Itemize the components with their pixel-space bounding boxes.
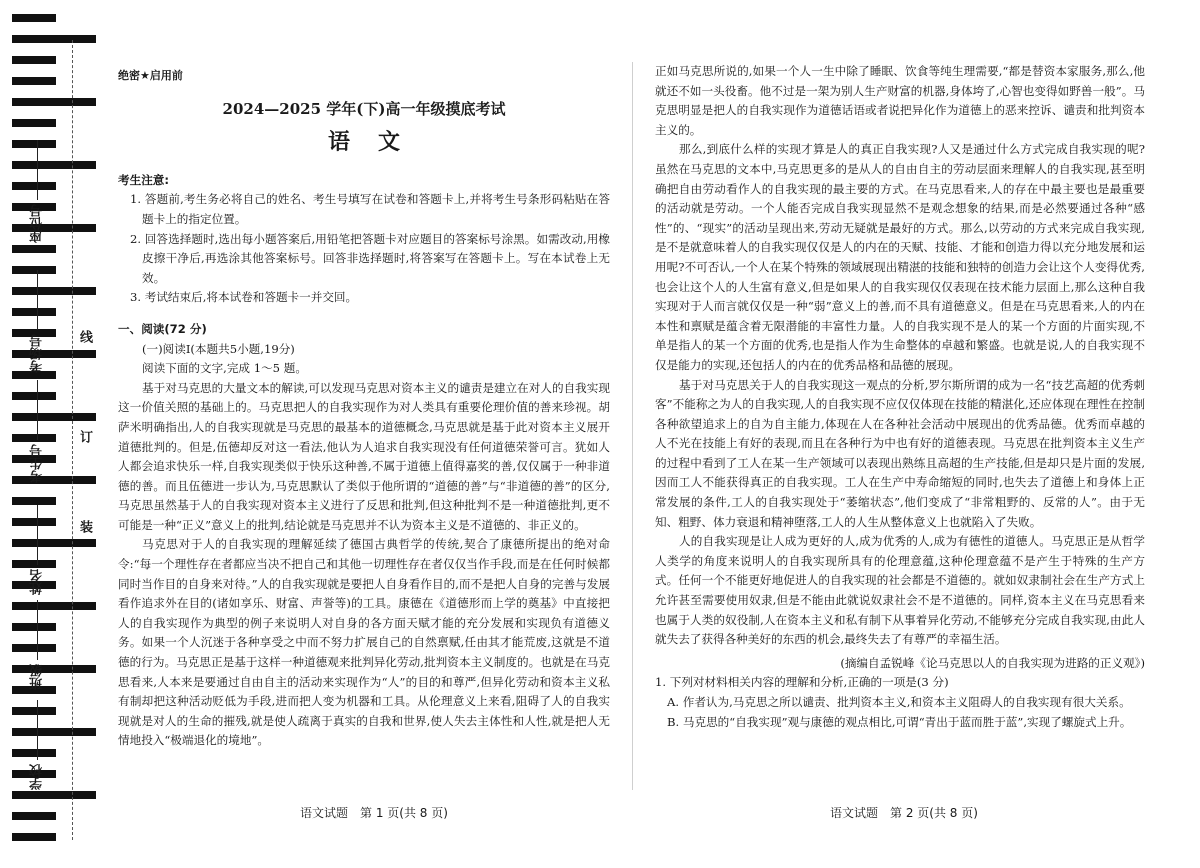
subsection-heading: (一)阅读Ⅰ(本题共5小题,19分)	[142, 341, 295, 356]
notice-heading: 考生注意:	[118, 172, 170, 187]
notice-item: 2. 回答选择题时,选出每小题答案后,用铅笔把答题卡对应题目的答案标号涂黑。如需改动,用橡皮擦干净后,再选涂其他答案标号。回答非选择题时,将答案写在答题卡上。写在本试卷上无效。	[130, 231, 610, 285]
binding-stripe	[12, 161, 96, 169]
binding-stripe	[12, 14, 56, 22]
room-label: 考场号	[30, 334, 45, 373]
exam-no-label: 考生号	[30, 444, 45, 483]
confidential-label: 绝密★启用前	[118, 69, 183, 82]
page-1-footer: 语文试题 第 1 页(共 8 页)	[300, 806, 448, 820]
passage-paragraph: 那么,到底什么样的实现才算是人的真正自我实现?人又是通过什么方式完成自我实现的呢?虽然在马克思的文本中,马克思更多的是从人的自由自主的劳动层面来理解人的自我实现,甚至明确把自由劳动看作人的自我实现的最主要的方式。在马克思看来,人的存在中最主要也是最重要的活动就是劳动。一个人能否完成自我实现显然不是观念想象的结果,而是必然要通过各种“感性”的、“现实”的活动呈现出来,劳动无疑就是最好的方式。那么,以劳动的方式来完成自我实现,是不是就意味着人的自我实现仅仅是人的内在的天赋、技能、才能和创造力得以充分地发展和运用呢?不可否认,一个人在某个特殊的领域展现出精湛的技能和独特的创造力会让这个人变得优秀,也会让这个人的人生富有意义,但是如果人的自我实现仅仅表现在技术能力层面上,那么这种自我实现对于人而言就仅仅是一种“弱”意义上的善,而不具有道德意义。但是在马克思看来,人的内在本性和禀赋是蕴含着无限潜能的丰富性力量。人的自我实现不是人的某一个方面的片面实现,不单是指人的某一个方面的优秀,也是指人作为生命整体的卓越和繁盛。也就是说,人的自我实现不仅是能力的实现,还包括人的内在的优秀品格和品德的展现。	[655, 142, 1145, 372]
binding-stripe	[12, 56, 56, 64]
school-field[interactable]	[28, 700, 47, 790]
binding-stripe	[12, 833, 56, 841]
binding-stripe	[12, 245, 56, 253]
binding-stripe	[12, 728, 96, 736]
binding-stripe	[12, 476, 96, 484]
name-field[interactable]	[28, 505, 47, 595]
binding-stripe	[12, 602, 96, 610]
option-a[interactable]: A. 作者认为,马克思之所以谴责、批判资本主义,和资本主义阻碍人的自我实现有很大关系。	[667, 695, 1131, 709]
binding-stripe	[12, 812, 56, 820]
notice-item: 1. 答题前,考生务必将自己的姓名、考生号填写在试卷和答题卡上,并将考生号条形码粘贴在答题卡上的指定位置。	[130, 192, 610, 226]
page-divider	[632, 62, 633, 790]
binding-stripe	[12, 350, 96, 358]
exam-no-field[interactable]	[28, 380, 47, 483]
room-field[interactable]	[28, 270, 47, 373]
binding-margin	[0, 0, 100, 868]
notice-item: 3. 考试结束后,将本试卷和答题卡一并交回。	[130, 290, 358, 305]
question-1: 1. 下列对材料相关内容的理解和分析,正确的一项是(3 分)	[655, 675, 949, 690]
binding-stripe	[12, 98, 96, 106]
section-heading: 一、阅读(72 分)	[118, 321, 207, 336]
instruction: 阅读下面的文字,完成 1～5 题。	[142, 361, 307, 376]
binding-line	[72, 40, 74, 840]
name-label: 姓名	[30, 569, 45, 595]
binding-stripe	[12, 224, 96, 232]
class-label: 班级	[30, 664, 45, 690]
passage-source: (摘编自孟锐峰《论马克思以人的自我实现为进路的正义观》)	[840, 655, 1145, 670]
school-label: 学校	[30, 764, 45, 790]
binding-stripe	[12, 287, 96, 295]
mark-line: 线	[77, 330, 92, 343]
seat-label: 座位号	[30, 204, 45, 243]
mark-zhuang: 装	[77, 520, 92, 533]
binding-stripe	[12, 413, 96, 421]
binding-stripe	[12, 791, 96, 799]
binding-stripe	[12, 77, 56, 85]
binding-stripe	[12, 35, 96, 43]
subject-title: 语文	[327, 129, 428, 156]
class-field[interactable]	[28, 600, 47, 690]
passage-paragraph: 马克思对于人的自我实现的理解延续了德国古典哲学的传统,契合了康德所提出的绝对命令:“每一个理性存在者都应当决不把自己和其他一切理性存在者仅仅当作手段,而是在任何时候都同时当作目的自身来对待。”人的自我实现就是要把人自身看作目的,而不是把人自身的完善与发展看作追求外在目的(诸如享乐、财富、声誉等)的工具。康德在《道德形而上学的奠基》中直接把人的自我实现作为典型的例子来说明人对自身的各方面天赋才能的充分发展和实现负有道德义务。如果一个人沉迷于各种享受之中而不努力扩展自己的自然禀赋,任由其才能荒废,这就是不道德的行为。马克思正是基于这样一种道德观来批判异化劳动,批判资本主义制度的。也就是在马克思看来,人本来是要通过自由自主的活动来实现作为“人”的目的和尊严,但异化劳动和资本主义私有制却把这种活动贬低为手段,进而把人变为机器和工具。从伦理意义上来看,阻碍了人的自我实现就是对人的生命的摧残,就是使人疏离于真实的自我和世界,使人失去主体性和人性,就是把人无情地投入“极端退化的境地”。	[118, 537, 610, 748]
page-1-column	[118, 62, 610, 751]
binding-stripe	[12, 119, 56, 127]
binding-stripe	[12, 497, 56, 505]
passage-paragraph: 基于对马克思关于人的自我实现这一观点的分析,罗尔斯所谓的成为一名“技艺高超的优秀刺客”不能称之为人的自我实现,人的自我实现不应仅仅体现在技能的精湛化,还应体现在理性在控制各种欲望追求上的自为自主能力,体现在人在各种社会活动中展现出的优秀品德。优秀而卓越的人不光在技能上有好的表现,而且在各种行为中也有好的道德表现。马克思在批判资本主义生产的过程中看到了工人在某一生产领域可以表现出熟练且高超的生产技能,但是却只是片面的发展,因而工人不能获得真正的自我实现。工人在生产中寿命缩短的同时,也失去了道德上和身体上正常发展的条件,工人的自我实现处于“萎缩状态”,他们变成了“非常粗野的、反常的人”。由于无知、粗野、体力衰退和精神堕落,工人的人生从整体意义上也就陷入了失败。	[655, 377, 1145, 529]
binding-stripe	[12, 539, 96, 547]
seat-field[interactable]	[28, 140, 47, 243]
option-b[interactable]: B. 马克思的“自我实现”观与康德的观点相比,可谓“青出于蓝而胜于蓝”,实现了螺旋式上升。	[667, 714, 1132, 729]
page-2-footer: 语文试题 第 2 页(共 8 页)	[830, 806, 978, 820]
page-2-column	[655, 62, 1145, 732]
binding-stripe	[12, 665, 96, 673]
passage-paragraph: 基于对马克思的大量文本的解读,可以发现马克思对资本主义的谴责是建立在对人的自我实现这一价值关照的基础上的。马克思把人的自我实现作为对人类具有重要伦理价值的善来珍视。胡萨米明确指出,人的自我实现就是马克思的最基本的道德概念,马克思就是基于此对资本主义展开道德批判的。但是,伍德却反对这一看法,他认为人追求自我实现没有任何道德荣誉可言。犹如人人都会追求快乐一样,自我实现类似于快乐这种善,不属于道德上值得嘉奖的善,仅仅属于一种非道德的善。而且伍德进一步认为,马克思默认了类似于他所谓的“道德的善”与“非道德的善”的区分,马克思虽然基于人的自我实现对资本主义进行了反思和批判,但这种批判不是一种道德批判,更不可能是一种“正义”意义上的批判,结论就是马克思并不认为资本主义是不道德的、非正义的。	[118, 380, 610, 532]
passage-paragraph: 人的自我实现是让人成为更好的人,成为优秀的人,成为有德性的道德人。马克思正是从哲学人类学的角度来说明人的自我实现所具有的伦理意蕴,这种伦理意蕴不是产生于特殊的生产方式。任何一个不能更好地促进人的自我实现的社会都是不道德的。就如奴隶制社会在生产方式上允许甚至需要使用奴隶,但是不能由此就说奴隶社会不是不道德的。同样,资本主义在马克思看来也属于人类的奴役制,人在资本主义和私有制下从事着异化劳动,不能够充分完成自我实现,由此人就失去了获得各种美好的东西的机会,最终失去了有尊严的幸福生活。	[655, 534, 1145, 647]
exam-title: 2024—2025 学年(下)高一年级摸底考试	[222, 99, 506, 118]
passage-paragraph: 正如马克思所说的,如果一个人一生中除了睡眠、饮食等纯生理需要,“都是替资本家服务,那么,他就还不如一头役畜。他不过是一架为别人生产财富的机器,身体垮了,心智也变得如野兽一般”。马克思明显是把人的自我实现作为道德话语或者说把异化作为道德上的恶来控诉、谴责和批判资本主义的。	[655, 64, 1145, 137]
mark-ding: 订	[77, 430, 92, 443]
